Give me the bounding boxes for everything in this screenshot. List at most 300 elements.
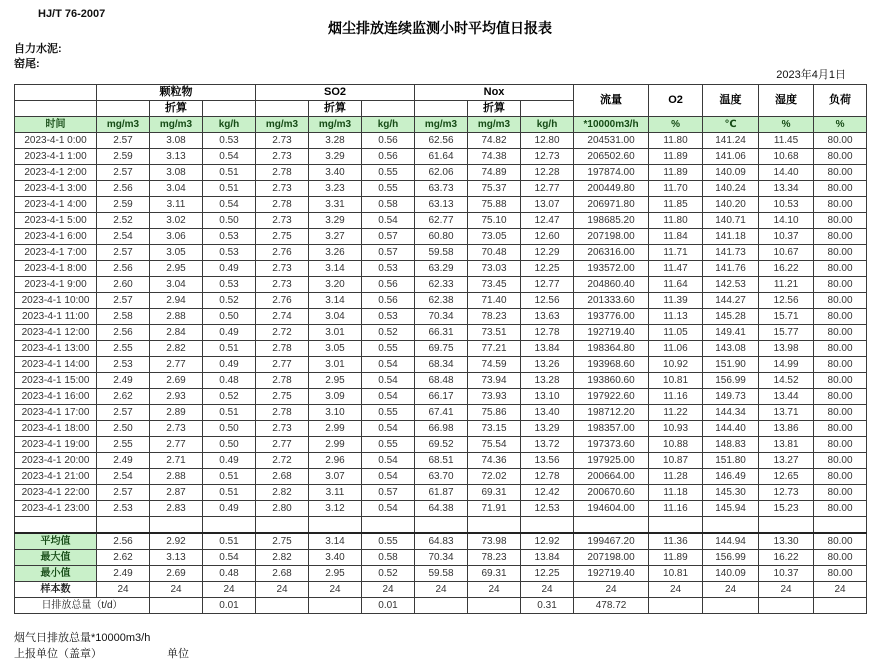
value-cell: 140.09 [703, 165, 759, 181]
value-cell: 12.29 [521, 245, 574, 261]
value-cell: 12.53 [521, 501, 574, 517]
value-cell: 70.34 [415, 309, 468, 325]
summary-value: 144.94 [703, 533, 759, 550]
unit-header: kg/h [521, 117, 574, 133]
standard-code: HJ/T 76-2007 [38, 8, 106, 20]
value-cell: 10.88 [649, 437, 703, 453]
time-cell: 2023-4-1 2:00 [15, 165, 97, 181]
value-cell: 11.89 [649, 149, 703, 165]
value-cell: 192719.40 [574, 325, 649, 341]
value-cell: 15.23 [759, 501, 814, 517]
summary-label: 最大值 [15, 550, 97, 566]
value-cell: 141.73 [703, 245, 759, 261]
value-cell: 12.47 [521, 213, 574, 229]
value-cell: 80.00 [814, 421, 867, 437]
table-row [15, 213, 867, 229]
value-cell: 2.73 [256, 181, 309, 197]
report-table [14, 84, 867, 614]
value-cell: 74.59 [468, 357, 521, 373]
empty-cell [150, 517, 203, 534]
value-cell: 0.52 [362, 325, 415, 341]
value-cell: 80.00 [814, 309, 867, 325]
summary-value: 24 [814, 582, 867, 598]
footer-unit-label: 单位 [167, 648, 189, 660]
value-cell: 149.73 [703, 389, 759, 405]
value-cell: 200670.60 [574, 485, 649, 501]
value-cell: 2.88 [150, 469, 203, 485]
value-cell: 194604.00 [574, 501, 649, 517]
summary-value: 2.75 [256, 533, 309, 550]
empty-cell [256, 101, 309, 117]
time-cell: 2023-4-1 20:00 [15, 453, 97, 469]
summary-value: 24 [203, 582, 256, 598]
value-cell: 200449.80 [574, 181, 649, 197]
value-cell: 11.28 [649, 469, 703, 485]
value-cell: 10.93 [649, 421, 703, 437]
value-cell: 0.54 [362, 389, 415, 405]
unit-header: mg/m3 [97, 117, 150, 133]
daily-total-value [703, 598, 759, 614]
value-cell: 193776.00 [574, 309, 649, 325]
value-cell: 63.73 [415, 181, 468, 197]
value-cell: 0.55 [362, 405, 415, 421]
value-cell: 2.56 [97, 181, 150, 197]
value-cell: 80.00 [814, 469, 867, 485]
table-body [15, 133, 867, 614]
value-cell: 0.51 [203, 341, 256, 357]
value-cell: 14.52 [759, 373, 814, 389]
empty-cell [574, 517, 649, 534]
summary-value: 0.58 [362, 550, 415, 566]
summary-value: 2.92 [150, 533, 203, 550]
table-row [15, 389, 867, 405]
value-cell: 0.50 [203, 213, 256, 229]
daily-total-value [759, 598, 814, 614]
value-cell: 193968.60 [574, 357, 649, 373]
value-cell: 204860.40 [574, 277, 649, 293]
value-cell: 68.48 [415, 373, 468, 389]
value-cell: 3.08 [150, 133, 203, 149]
value-cell: 2.78 [256, 373, 309, 389]
summary-value: 2.62 [97, 550, 150, 566]
time-cell: 2023-4-1 12:00 [15, 325, 97, 341]
value-cell: 146.49 [703, 469, 759, 485]
value-cell: 80.00 [814, 501, 867, 517]
value-cell: 3.11 [150, 197, 203, 213]
converted-header-so2: 折算 [309, 101, 362, 117]
value-cell: 0.48 [203, 373, 256, 389]
time-cell: 2023-4-1 13:00 [15, 341, 97, 357]
summary-value: 11.89 [649, 550, 703, 566]
summary-value: 24 [703, 582, 759, 598]
value-cell: 63.29 [415, 261, 468, 277]
value-cell: 3.26 [309, 245, 362, 261]
value-cell: 12.80 [521, 133, 574, 149]
value-cell: 2.52 [97, 213, 150, 229]
value-cell: 2.57 [97, 133, 150, 149]
value-cell: 142.53 [703, 277, 759, 293]
value-cell: 198685.20 [574, 213, 649, 229]
value-cell: 0.55 [362, 181, 415, 197]
table-row [15, 181, 867, 197]
value-cell: 10.68 [759, 149, 814, 165]
table-row [15, 501, 867, 517]
time-cell: 2023-4-1 17:00 [15, 405, 97, 421]
value-cell: 11.13 [649, 309, 703, 325]
value-cell: 2.73 [256, 149, 309, 165]
time-cell: 2023-4-1 22:00 [15, 485, 97, 501]
value-cell: 0.54 [362, 501, 415, 517]
table-row [15, 261, 867, 277]
spacer-row [15, 517, 867, 534]
value-cell: 80.00 [814, 389, 867, 405]
time-cell: 2023-4-1 16:00 [15, 389, 97, 405]
value-cell: 11.39 [649, 293, 703, 309]
location-label: 窑尾: [14, 58, 40, 70]
value-cell: 0.53 [203, 229, 256, 245]
value-cell: 201333.60 [574, 293, 649, 309]
summary-value: 156.99 [703, 550, 759, 566]
empty-cell [97, 517, 150, 534]
value-cell: 2.96 [309, 453, 362, 469]
value-cell: 141.18 [703, 229, 759, 245]
value-cell: 2.73 [256, 261, 309, 277]
value-cell: 60.80 [415, 229, 468, 245]
unit-header: mg/m3 [150, 117, 203, 133]
value-cell: 2.73 [256, 213, 309, 229]
summary-value: 24 [521, 582, 574, 598]
summary-value: 80.00 [814, 533, 867, 550]
value-cell: 12.56 [759, 293, 814, 309]
value-cell: 71.91 [468, 501, 521, 517]
value-cell: 3.14 [309, 261, 362, 277]
footer-report-unit: 上报单位（盖章） [14, 648, 102, 660]
value-cell: 206971.80 [574, 197, 649, 213]
empty-cell [759, 517, 814, 534]
value-cell: 2.93 [150, 389, 203, 405]
value-cell: 75.37 [468, 181, 521, 197]
value-cell: 11.16 [649, 389, 703, 405]
value-cell: 3.40 [309, 165, 362, 181]
value-cell: 151.90 [703, 357, 759, 373]
value-cell: 2.69 [150, 373, 203, 389]
value-cell: 2.57 [97, 245, 150, 261]
summary-value: 2.95 [309, 566, 362, 582]
value-cell: 3.12 [309, 501, 362, 517]
summary-value: 0.54 [203, 550, 256, 566]
value-cell: 2.57 [97, 485, 150, 501]
value-cell: 80.00 [814, 437, 867, 453]
value-cell: 0.53 [203, 277, 256, 293]
value-cell: 12.28 [521, 165, 574, 181]
value-cell: 14.10 [759, 213, 814, 229]
time-cell: 2023-4-1 7:00 [15, 245, 97, 261]
value-cell: 61.87 [415, 485, 468, 501]
value-cell: 16.22 [759, 261, 814, 277]
value-cell: 73.15 [468, 421, 521, 437]
value-cell: 0.52 [203, 389, 256, 405]
value-cell: 2.74 [256, 309, 309, 325]
header-row-groups [15, 85, 867, 101]
value-cell: 2.57 [97, 293, 150, 309]
value-cell: 2.78 [256, 341, 309, 357]
value-cell: 13.10 [521, 389, 574, 405]
table-row [15, 325, 867, 341]
value-cell: 0.51 [203, 405, 256, 421]
summary-value: 2.69 [150, 566, 203, 582]
table-row [15, 277, 867, 293]
value-cell: 2.78 [256, 165, 309, 181]
value-cell: 11.85 [649, 197, 703, 213]
empty-cell [468, 517, 521, 534]
summary-value: 13.84 [521, 550, 574, 566]
summary-value: 13.30 [759, 533, 814, 550]
value-cell: 2.82 [256, 485, 309, 501]
footer-flow-total: 烟气日排放总量*10000m3/h [14, 632, 151, 644]
value-cell: 200664.00 [574, 469, 649, 485]
value-cell: 0.58 [362, 197, 415, 213]
value-cell: 66.31 [415, 325, 468, 341]
value-cell: 197922.60 [574, 389, 649, 405]
value-cell: 3.20 [309, 277, 362, 293]
value-cell: 145.94 [703, 501, 759, 517]
group-header-o2: O2 [649, 85, 703, 117]
summary-value: 140.09 [703, 566, 759, 582]
time-cell: 2023-4-1 9:00 [15, 277, 97, 293]
summary-value: 80.00 [814, 566, 867, 582]
value-cell: 0.56 [362, 293, 415, 309]
value-cell: 13.84 [521, 341, 574, 357]
empty-cell [362, 101, 415, 117]
value-cell: 12.78 [521, 469, 574, 485]
value-cell: 3.29 [309, 149, 362, 165]
unit-header: % [759, 117, 814, 133]
value-cell: 63.70 [415, 469, 468, 485]
value-cell: 0.50 [203, 437, 256, 453]
value-cell: 2.72 [256, 325, 309, 341]
value-cell: 0.54 [362, 421, 415, 437]
value-cell: 193860.60 [574, 373, 649, 389]
summary-value: 24 [256, 582, 309, 598]
value-cell: 62.38 [415, 293, 468, 309]
value-cell: 75.54 [468, 437, 521, 453]
value-cell: 3.31 [309, 197, 362, 213]
empty-cell [415, 517, 468, 534]
value-cell: 2.99 [309, 437, 362, 453]
summary-value: 11.36 [649, 533, 703, 550]
value-cell: 2.59 [97, 149, 150, 165]
empty-cell [203, 101, 256, 117]
value-cell: 2.75 [256, 229, 309, 245]
value-cell: 13.71 [759, 405, 814, 421]
summary-value: 64.83 [415, 533, 468, 550]
value-cell: 71.40 [468, 293, 521, 309]
value-cell: 63.13 [415, 197, 468, 213]
table-row [15, 437, 867, 453]
value-cell: 70.48 [468, 245, 521, 261]
value-cell: 2.53 [97, 501, 150, 517]
table-row [15, 197, 867, 213]
summary-value: 2.82 [256, 550, 309, 566]
table-row [15, 453, 867, 469]
value-cell: 2.95 [150, 261, 203, 277]
value-cell: 0.50 [203, 421, 256, 437]
table-header [15, 85, 867, 133]
value-cell: 0.53 [203, 133, 256, 149]
value-cell: 11.70 [649, 181, 703, 197]
time-cell: 2023-4-1 8:00 [15, 261, 97, 277]
value-cell: 0.57 [362, 229, 415, 245]
value-cell: 2.78 [256, 197, 309, 213]
time-cell: 2023-4-1 19:00 [15, 437, 97, 453]
value-cell: 0.54 [362, 469, 415, 485]
value-cell: 2.73 [256, 133, 309, 149]
empty-cell [814, 517, 867, 534]
time-cell: 2023-4-1 18:00 [15, 421, 97, 437]
summary-row [15, 566, 867, 582]
value-cell: 2.77 [150, 357, 203, 373]
summary-value: 12.25 [521, 566, 574, 582]
value-cell: 3.04 [150, 181, 203, 197]
value-cell: 0.53 [362, 309, 415, 325]
empty-cell [521, 517, 574, 534]
group-header-pm: 颗粒物 [97, 85, 256, 101]
value-cell: 3.01 [309, 325, 362, 341]
value-cell: 80.00 [814, 165, 867, 181]
value-cell: 3.04 [309, 309, 362, 325]
empty-cell [15, 517, 97, 534]
time-cell: 2023-4-1 21:00 [15, 469, 97, 485]
summary-value: 24 [150, 582, 203, 598]
value-cell: 12.78 [521, 325, 574, 341]
value-cell: 206502.60 [574, 149, 649, 165]
value-cell: 12.73 [759, 485, 814, 501]
time-cell: 2023-4-1 11:00 [15, 309, 97, 325]
value-cell: 2.59 [97, 197, 150, 213]
daily-total-row [15, 598, 867, 614]
unit-header: % [649, 117, 703, 133]
value-cell: 11.16 [649, 501, 703, 517]
value-cell: 144.40 [703, 421, 759, 437]
value-cell: 75.10 [468, 213, 521, 229]
unit-header: mg/m3 [256, 117, 309, 133]
value-cell: 140.20 [703, 197, 759, 213]
value-cell: 156.99 [703, 373, 759, 389]
value-cell: 2.99 [309, 421, 362, 437]
value-cell: 73.03 [468, 261, 521, 277]
summary-value: 80.00 [814, 550, 867, 566]
value-cell: 2.56 [97, 325, 150, 341]
time-cell: 2023-4-1 10:00 [15, 293, 97, 309]
value-cell: 80.00 [814, 245, 867, 261]
table-row [15, 469, 867, 485]
value-cell: 68.51 [415, 453, 468, 469]
value-cell: 73.05 [468, 229, 521, 245]
value-cell: 2.77 [256, 437, 309, 453]
table-row [15, 133, 867, 149]
value-cell: 80.00 [814, 133, 867, 149]
value-cell: 3.07 [309, 469, 362, 485]
value-cell: 2.76 [256, 293, 309, 309]
summary-value: 16.22 [759, 550, 814, 566]
value-cell: 140.71 [703, 213, 759, 229]
time-cell: 2023-4-1 5:00 [15, 213, 97, 229]
summary-value: 207198.00 [574, 550, 649, 566]
daily-total-value [468, 598, 521, 614]
value-cell: 0.51 [203, 485, 256, 501]
value-cell: 2.49 [97, 373, 150, 389]
daily-total-value: 0.31 [521, 598, 574, 614]
value-cell: 11.18 [649, 485, 703, 501]
unit-header: *10000m3/h [574, 117, 649, 133]
time-cell: 2023-4-1 4:00 [15, 197, 97, 213]
value-cell: 62.77 [415, 213, 468, 229]
value-cell: 0.56 [362, 149, 415, 165]
value-cell: 3.04 [150, 277, 203, 293]
value-cell: 0.57 [362, 485, 415, 501]
time-cell: 2023-4-1 6:00 [15, 229, 97, 245]
value-cell: 2.57 [97, 405, 150, 421]
value-cell: 15.77 [759, 325, 814, 341]
value-cell: 69.75 [415, 341, 468, 357]
value-cell: 13.98 [759, 341, 814, 357]
empty-cell [415, 101, 468, 117]
value-cell: 0.54 [203, 197, 256, 213]
value-cell: 11.89 [649, 165, 703, 181]
value-cell: 198364.80 [574, 341, 649, 357]
value-cell: 0.54 [362, 373, 415, 389]
value-cell: 11.22 [649, 405, 703, 421]
value-cell: 11.80 [649, 133, 703, 149]
value-cell: 2.89 [150, 405, 203, 421]
value-cell: 149.41 [703, 325, 759, 341]
value-cell: 80.00 [814, 149, 867, 165]
value-cell: 3.02 [150, 213, 203, 229]
empty-cell [15, 101, 97, 117]
value-cell: 11.47 [649, 261, 703, 277]
value-cell: 0.49 [203, 325, 256, 341]
table-row [15, 245, 867, 261]
header-row-units [15, 117, 867, 133]
unit-header: mg/m3 [468, 117, 521, 133]
summary-value: 78.23 [468, 550, 521, 566]
value-cell: 11.64 [649, 277, 703, 293]
value-cell: 0.55 [362, 437, 415, 453]
value-cell: 80.00 [814, 485, 867, 501]
value-cell: 62.56 [415, 133, 468, 149]
value-cell: 13.56 [521, 453, 574, 469]
summary-value: 24 [362, 582, 415, 598]
table-row [15, 341, 867, 357]
table-row [15, 421, 867, 437]
value-cell: 0.51 [203, 181, 256, 197]
value-cell: 145.28 [703, 309, 759, 325]
value-cell: 10.53 [759, 197, 814, 213]
value-cell: 78.23 [468, 309, 521, 325]
time-cell: 2023-4-1 3:00 [15, 181, 97, 197]
unit-header: ℃ [703, 117, 759, 133]
value-cell: 2.80 [256, 501, 309, 517]
value-cell: 80.00 [814, 373, 867, 389]
value-cell: 0.49 [203, 357, 256, 373]
value-cell: 13.28 [521, 373, 574, 389]
value-cell: 11.84 [649, 229, 703, 245]
value-cell: 0.53 [203, 245, 256, 261]
value-cell: 2.71 [150, 453, 203, 469]
value-cell: 3.01 [309, 357, 362, 373]
summary-value: 10.37 [759, 566, 814, 582]
value-cell: 11.05 [649, 325, 703, 341]
